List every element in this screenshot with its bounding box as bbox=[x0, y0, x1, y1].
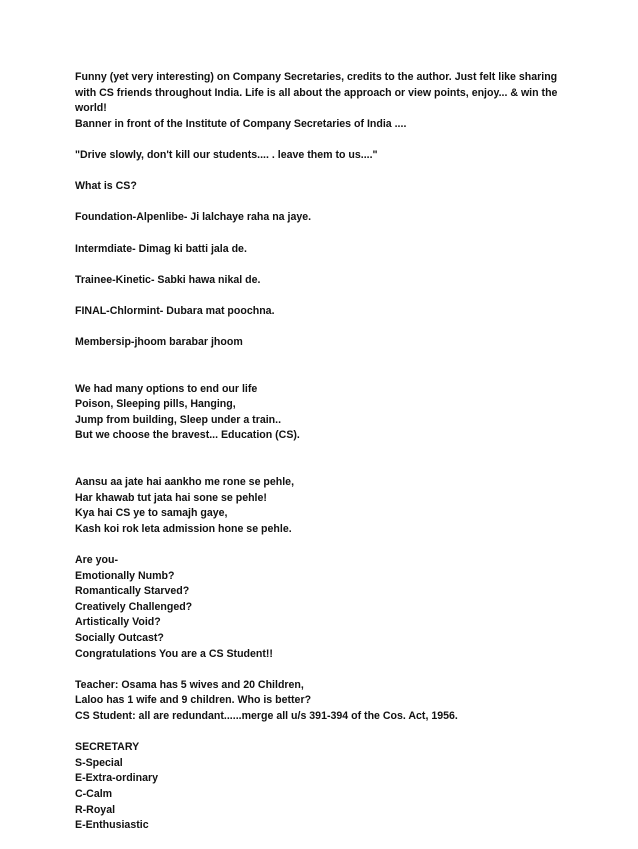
options-line: Jump from building, Sleep under a train.. bbox=[75, 413, 282, 426]
teacher-line: Teacher: Osama has 5 wives and 20 Children, bbox=[75, 678, 304, 691]
teacher-joke bbox=[75, 678, 575, 725]
teacher-line: CS Student: all are redundant......merge all u/s 391-394 of the Cos. Act, 1956. bbox=[75, 709, 458, 722]
intro-line: world! bbox=[75, 102, 107, 115]
are-you-line: Are you- bbox=[75, 554, 118, 567]
level-text: Membersip-jhoom barabar jhoom bbox=[75, 336, 243, 349]
poem-line: Kash koi rok leta admission hone se pehle. bbox=[75, 522, 292, 535]
are-you-line: Artistically Void? bbox=[75, 616, 161, 629]
what-is-cs-text: What is CS? bbox=[75, 180, 137, 193]
secretary-line: SECRETARY bbox=[75, 741, 140, 754]
secretary-line: E-Enthusiastic bbox=[75, 819, 149, 832]
level-text: FINAL-Chlormint- Dubara mat poochna. bbox=[75, 304, 275, 317]
level-foundation bbox=[75, 210, 575, 226]
options-line: Poison, Sleeping pills, Hanging, bbox=[75, 398, 236, 411]
teacher-line: Laloo has 1 wife and 9 children. Who is better? bbox=[75, 694, 312, 707]
level-intermediate bbox=[75, 242, 575, 258]
poem-stanza bbox=[75, 475, 575, 537]
secretary-acrostic bbox=[75, 740, 575, 834]
options-line: But we choose the bravest... Education (CS). bbox=[75, 429, 300, 442]
secretary-line: R-Royal bbox=[75, 803, 116, 816]
are-you-line: Emotionally Numb? bbox=[75, 569, 175, 582]
level-final bbox=[75, 304, 575, 320]
intro-line: Funny (yet very interesting) on Company Secretaries, credits to the author. Just felt like sharing bbox=[75, 71, 558, 83]
poem-line: Kya hai CS ye to samajh gaye, bbox=[75, 507, 228, 520]
are-you-line: Congratulations You are a CS Student!! bbox=[75, 647, 273, 660]
options-stanza bbox=[75, 382, 575, 444]
poem-line: Har khawab tut jata hai sone se pehle! bbox=[75, 491, 267, 504]
banner-quote bbox=[75, 148, 575, 164]
secretary-line: C-Calm bbox=[75, 787, 113, 800]
what-is-cs-heading bbox=[75, 179, 575, 195]
are-you-line: Socially Outcast? bbox=[75, 632, 164, 644]
options-line: We had many options to end our life bbox=[75, 382, 258, 395]
document-page bbox=[75, 70, 575, 849]
level-text: Trainee-Kinetic- Sabki hawa nikal de. bbox=[75, 273, 261, 286]
level-trainee bbox=[75, 273, 575, 289]
level-membership bbox=[75, 335, 575, 351]
intro-line: Banner in front of the Institute of Company Secretaries of India .... bbox=[75, 117, 407, 130]
intro-paragraph bbox=[75, 70, 575, 132]
are-you-line: Romantically Starved? bbox=[75, 585, 190, 598]
intro-line: with CS friends throughout India. Life is all about the approach or view points, enjoy... & win the bbox=[75, 86, 558, 99]
poem-line: Aansu aa jate hai aankho me rone se pehle, bbox=[75, 476, 295, 489]
are-you-list bbox=[75, 553, 575, 662]
level-text: Foundation-Alpenlibe- Ji lalchaye raha na jaye. bbox=[75, 211, 312, 224]
secretary-line: E-Extra-ordinary bbox=[75, 772, 159, 785]
banner-quote-text: "Drive slowly, don't kill our students.... . leave them to us...." bbox=[75, 148, 378, 161]
secretary-line: S-Special bbox=[75, 756, 123, 769]
are-you-line: Creatively Challenged? bbox=[75, 600, 193, 613]
level-text: Intermdiate- Dimag ki batti jala de. bbox=[75, 242, 247, 255]
